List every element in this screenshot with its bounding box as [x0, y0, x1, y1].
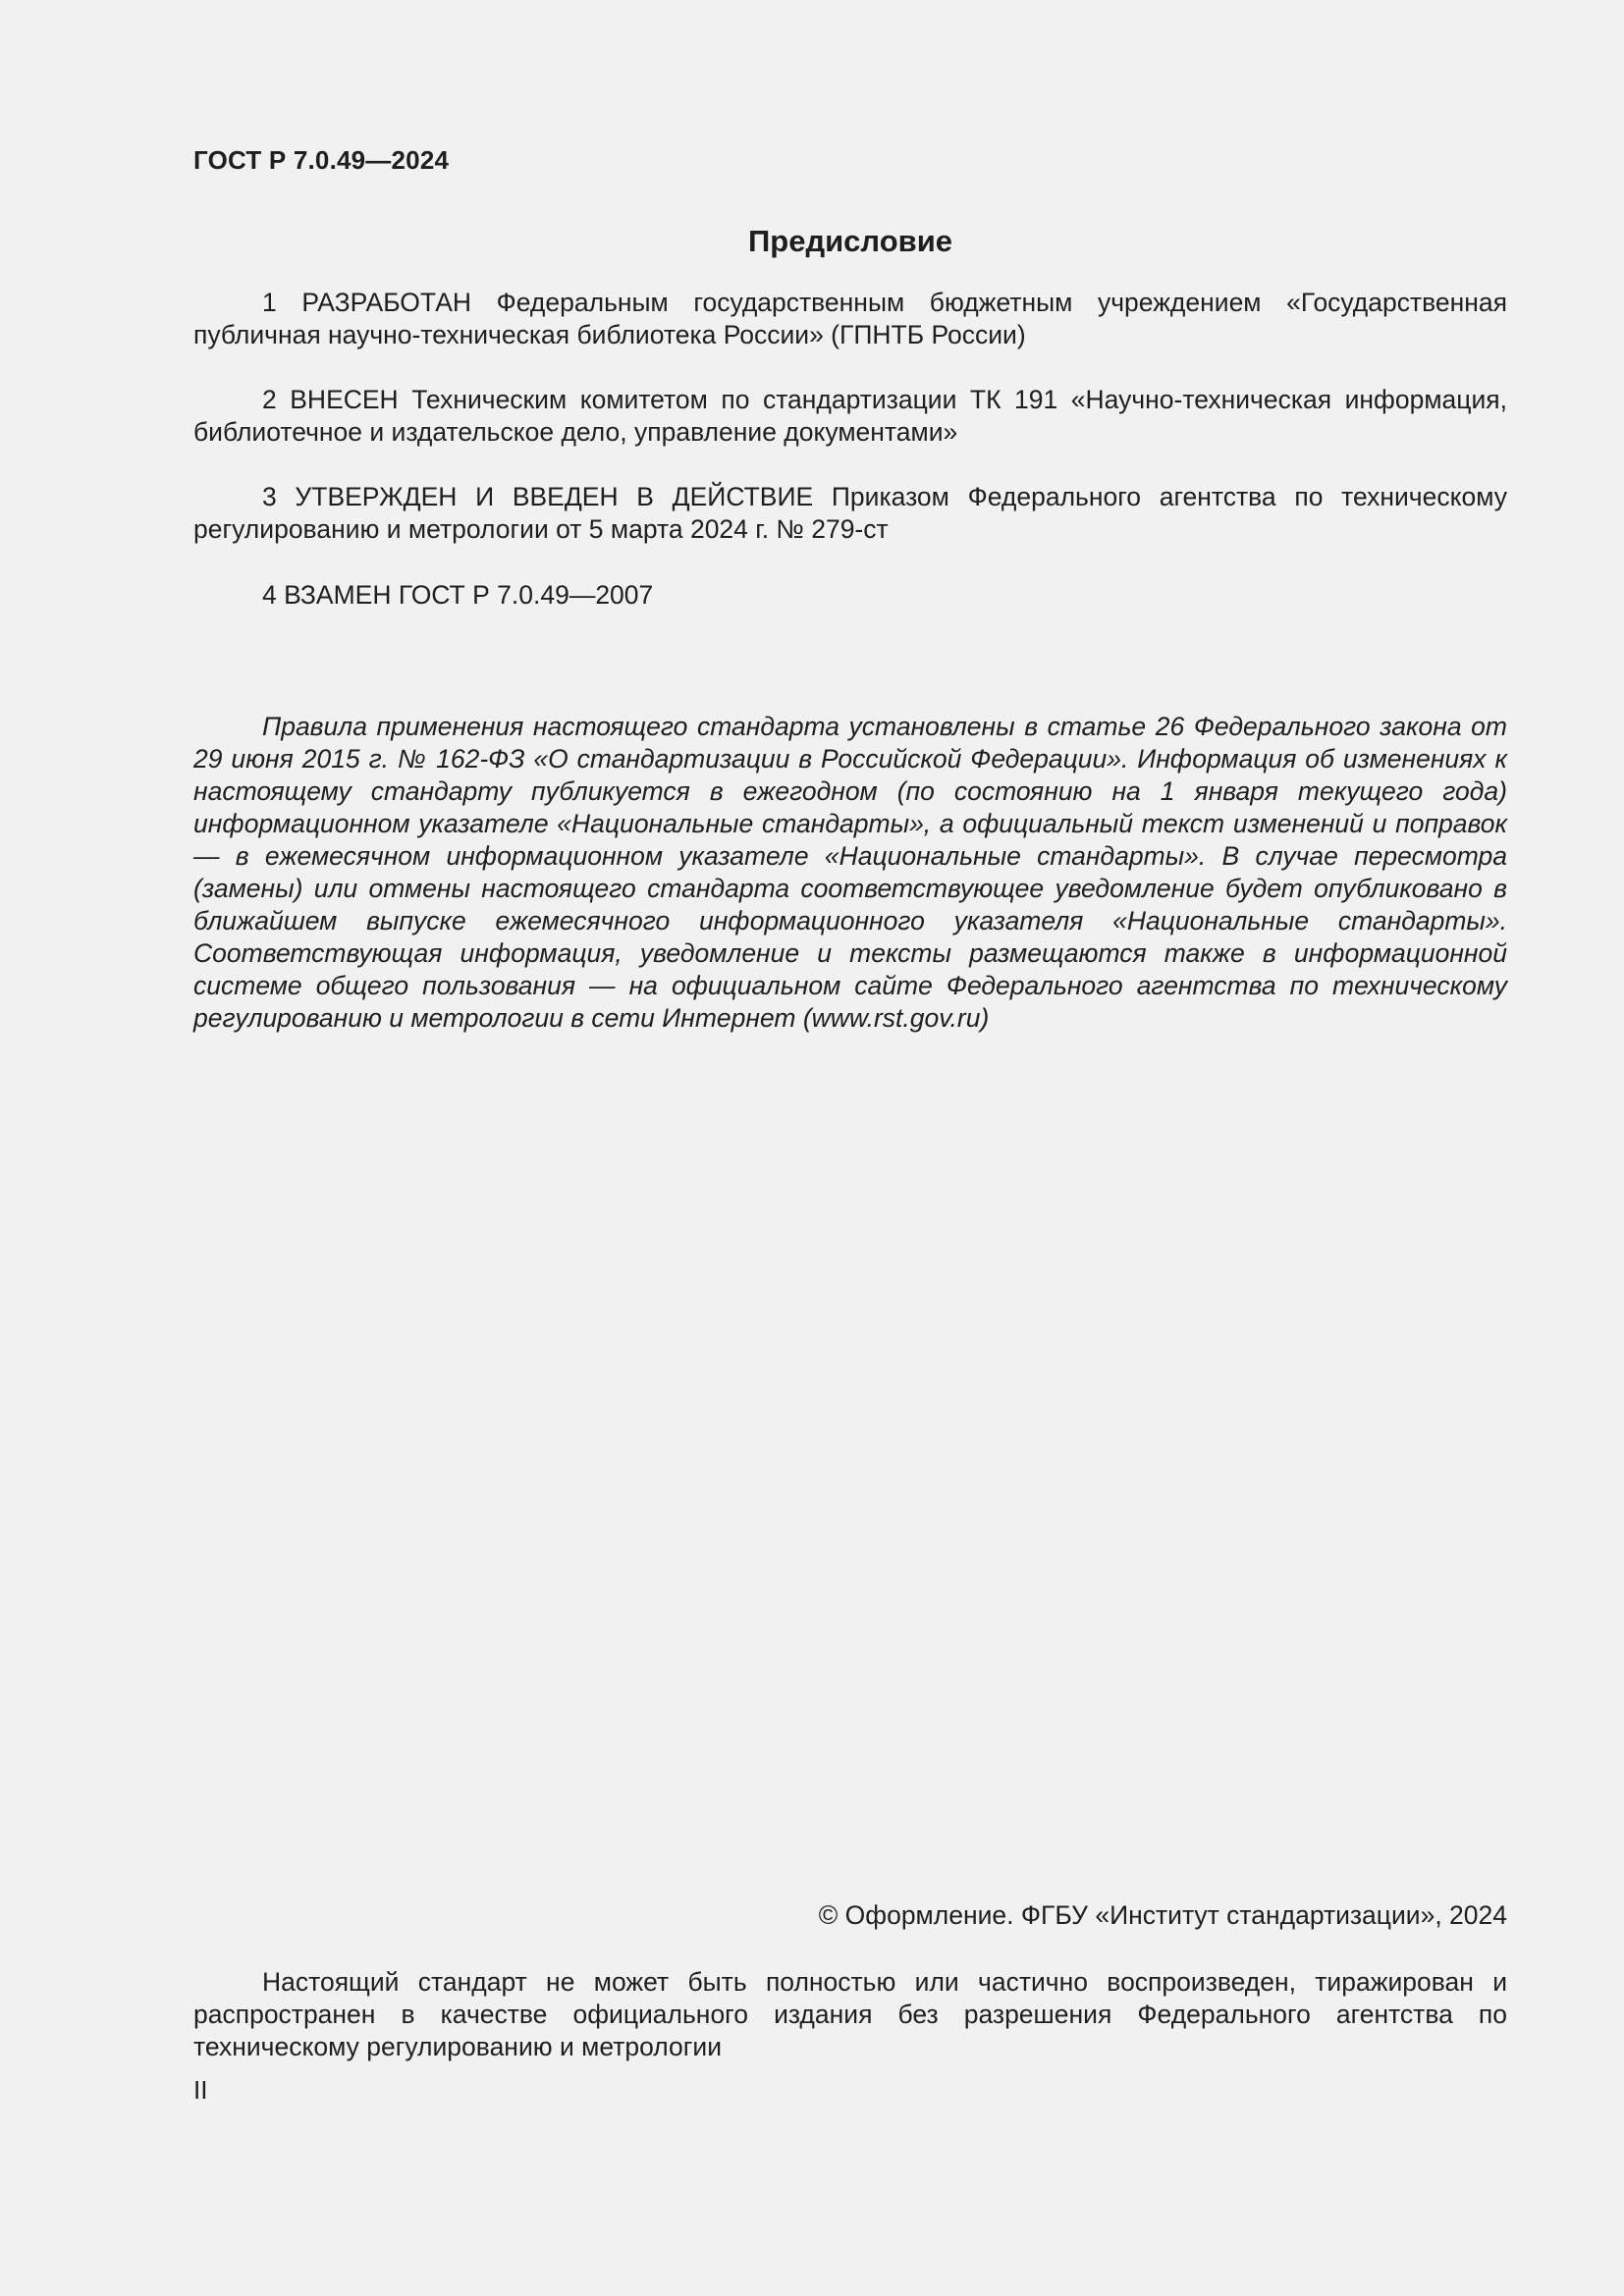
- application-rules-note: Правила применения настоящего стандарта установлены в статье 26 Федерального закона от 29 июня 2015 г. № 162-ФЗ «О стандартизации в Российской Федерации». Информация об изменениях к настоящему стандарту публикуется в ежегодном (по состоянию на 1 января текущего года) информационном указателе «Национальные стандарты», а официальный текст изменений и поправок — в ежемесячном информационном указателе «Национальные стандарты». В случае пересмотра (замены) или отмены настоящего стандарта соответствующее уведомление будет опубликовано в ближайшем выпуске ежемесячного информационного указателя «Национальные стандарты». Соответствующая информация, уведомление и тексты размещаются также в информационной системе общего пользования — на официальном сайте Федерального агентства по техническому регулированию и метрологии в сети Интернет (www.rst.gov.ru): [193, 712, 1507, 1033]
- page-title: Предисловие: [747, 224, 952, 258]
- foreword-item-3: 3 УТВЕРЖДЕН И ВВЕДЕН В ДЕЙСТВИЕ Приказом Федерального агентства по техническому регулированию и метрологии от 5 марта 2024 г. № 279-ст: [193, 482, 1507, 544]
- foreword-item-1: 1 РАЗРАБОТАН Федеральным государственным бюджетным учреждением «Государственная публичная научно-техническая библиотека России» (ГПНТБ России): [193, 288, 1507, 349]
- reproduction-notice: Настоящий стандарт не может быть полностью или частично воспроизведен, тиражирован и распространен в качестве официального издания без разрешения Федерального агентства по техническому регулированию и метрологии: [193, 1967, 1507, 2061]
- page-number: II: [193, 2075, 208, 2105]
- foreword-item-2: 2 ВНЕСЕН Техническим комитетом по стандартизации ТК 191 «Научно-техническая информация, библиотечное и издательское дело, управление документами»: [193, 385, 1507, 447]
- copyright-line: © Оформление. ФГБУ «Институт стандартизации», 2024: [818, 1900, 1507, 1930]
- foreword-item-4: 4 ВЗАМЕН ГОСТ Р 7.0.49—2007: [262, 580, 654, 610]
- document-code: ГОСТ Р 7.0.49—2024: [193, 145, 450, 175]
